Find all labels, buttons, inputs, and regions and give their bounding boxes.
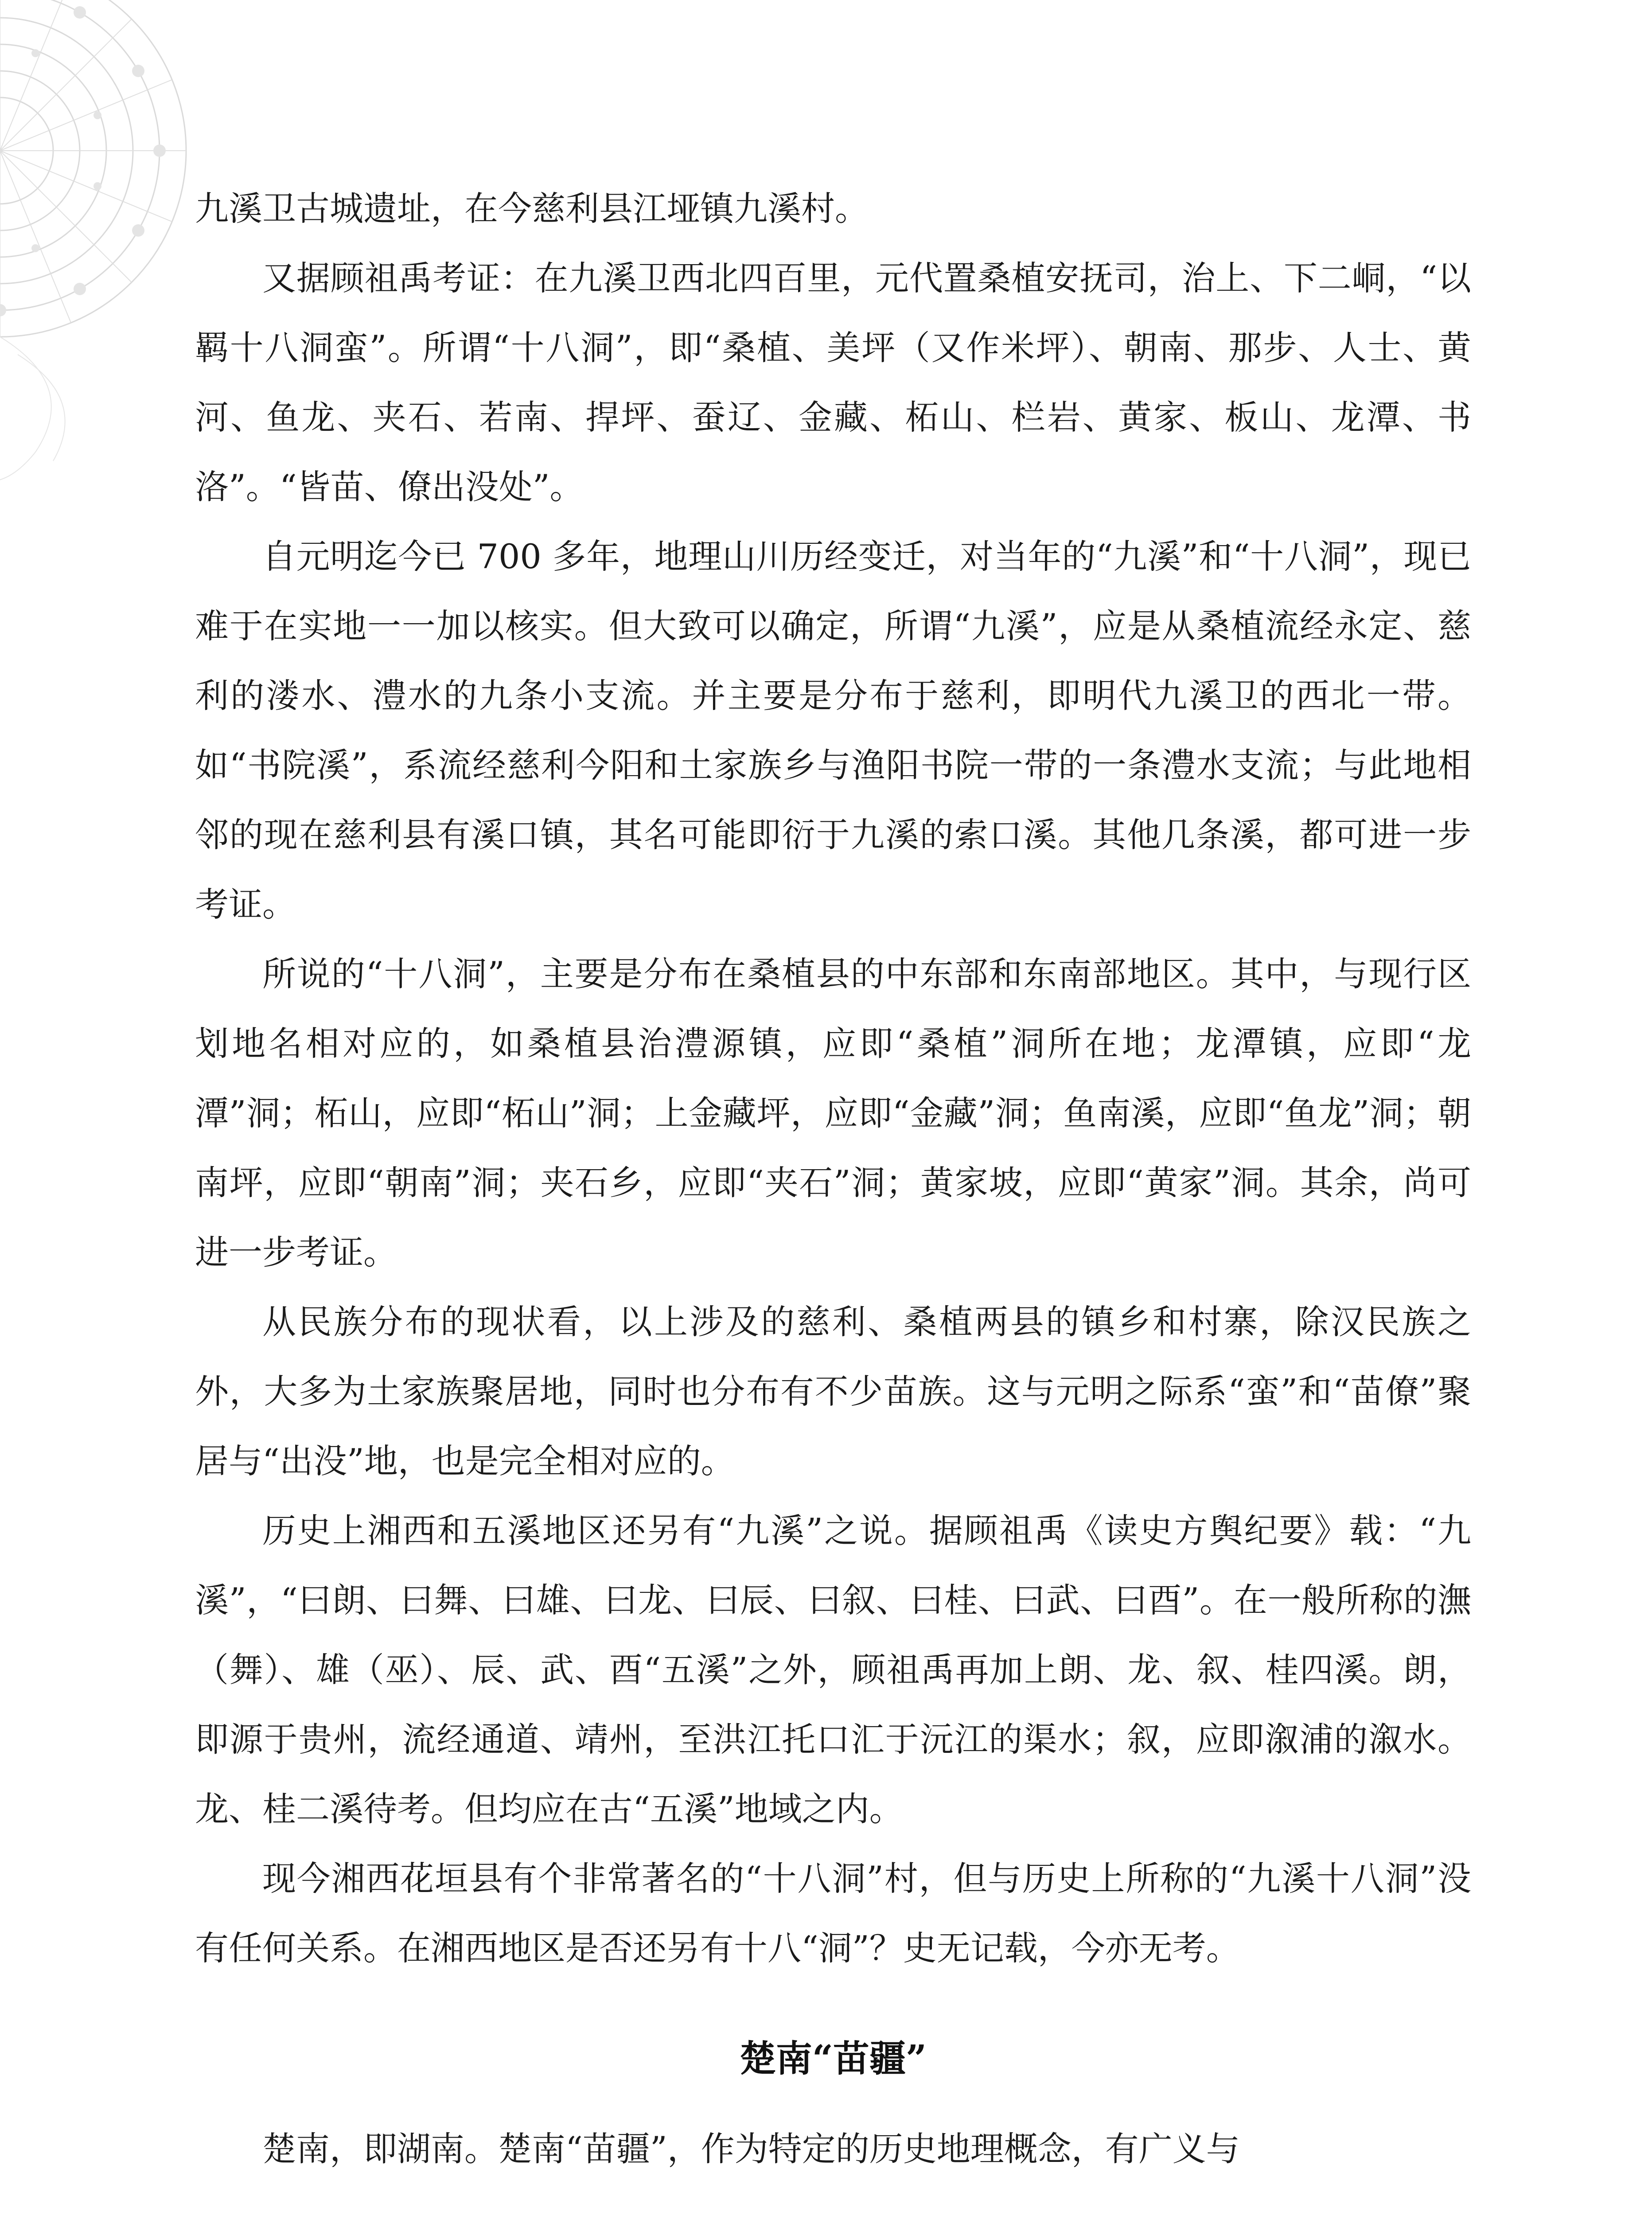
paragraph: 从民族分布的现状看，以上涉及的慈利、桑植两县的镇乡和村寨，除汉民族之外，大多为土家族聚居地，同时也分布有不少苗族。这与元明之际系“蛮”和“苗僚”聚居与“出没”地，也是完全相对应的。 [195,1302,1471,1481]
paragraph: 历史上湘西和五溪地区还另有“九溪”之说。据顾祖禹《读史方舆纪要》载：“九溪”，“曰朗、曰舞、曰雄、曰龙、曰辰、曰叙、曰桂、曰武、曰酉”。在一般所称的潕（舞）、雄（巫）、辰、武、酉“五溪”之外，顾祖禹再加上朗、龙、叙、桂四溪。朗，即源于贵州，流经通道、靖州，至洪江托口汇于沅江的渠水；叙，应即溆浦的溆水。龙、桂二溪待考。但均应在古“五溪”地域之内。 [195,1511,1471,1829]
paragraph: 九溪卫古城遗址，在今慈利县江垭镇九溪村。 [195,189,869,228]
paragraph: 现今湘西花垣县有个非常著名的“十八洞”村，但与历史上所称的“九溪十八洞”没有任何关系。在湘西地区是否还另有十八“洞”？史无记载，今亦无考。 [195,1859,1471,1968]
paragraph: 又据顾祖禹考证：在九溪卫西北四百里，元代置桑植安抚司，治上、下二峒，“以羁十八洞蛮”。所谓“十八洞”，即“桑植、美坪（又作米坪）、朝南、那步、人士、黄河、鱼龙、夹石、若南、捍坪、蚕辽、金藏、柘山、栏岩、黄家、板山、龙潭、书洛”。“皆苗、僚出没处”。 [195,258,1471,507]
section-intro-paragraph: 楚南，即湖南。楚南“苗疆”，作为特定的历史地理概念，有广义与 [262,2129,1240,2169]
body-text [195,174,1471,1983]
section-title: 楚南“苗疆” [739,2037,927,2080]
paragraph: 自元明迄今已 700 多年，地理山川历经变迁，对当年的“九溪”和“十八洞”，现已难于在实地一一加以核实。但大致可以确定，所谓“九溪”，应是从桑植流经永定、慈利的溇水、澧水的九条小支流。并主要是分布于慈利，即明代九溪卫的西北一带。如“书院溪”，系流经慈利今阳和土家族乡与渔阳书院一带的一条澧水支流；与此地相邻的现在慈利县有溪口镇，其名可能即衍于九溪的索口溪。其他几条溪，都可进一步考证。 [195,537,1471,924]
paragraph: 所说的“十八洞”，主要是分布在桑植县的中东部和东南部地区。其中，与现行区划地名相对应的，如桑植县治澧源镇，应即“桑植”洞所在地；龙潭镇，应即“龙潭”洞；柘山，应即“柘山”洞；上金藏坪，应即“金藏”洞；鱼南溪，应即“鱼龙”洞；朝南坪，应即“朝南”洞；夹石乡，应即“夹石”洞；黄家坡，应即“黄家”洞。其余，尚可进一步考证。 [195,954,1471,1272]
